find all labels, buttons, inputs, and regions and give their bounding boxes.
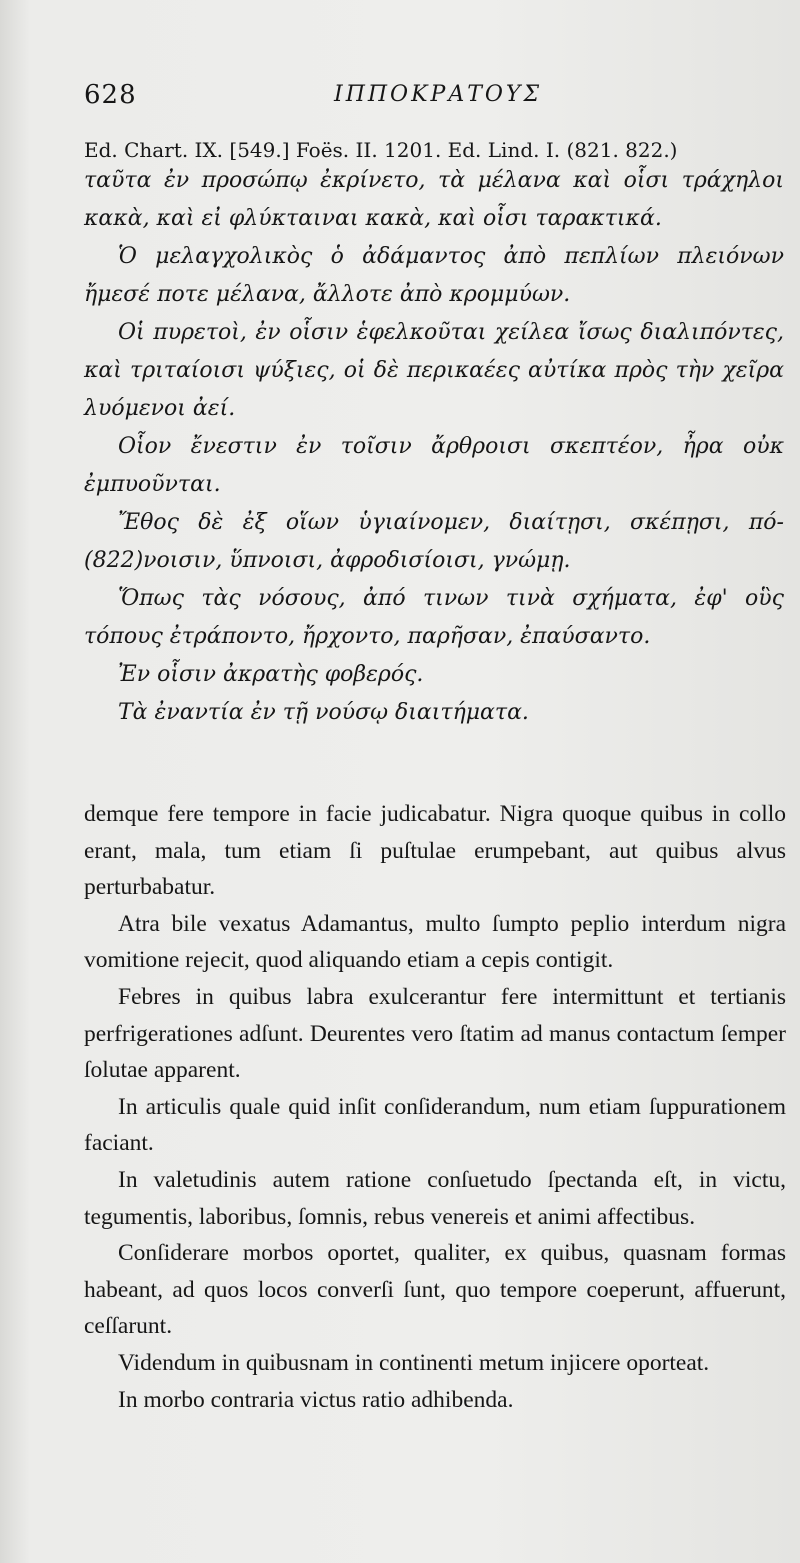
page-number: 628 (84, 80, 137, 110)
greek-paragraph: Ἔθος δὲ ἐξ οἵων ὑγιαίνομεν, διαίτῃσι, σκέπῃσι, πό-(822)νοισιν, ὕπνοισι, ἀφροδισίοισι, γνώμῃ. (84, 510, 784, 573)
greek-paragraph: ταῦτα ἐν προσώπῳ ἐκρίνετο, τὰ μέλανα καὶ οἷσι τράχηλοι κακὰ, καὶ εἰ φλύκταιναι κακὰ, καὶ οἷσι ταρακτικά. (84, 168, 784, 231)
latin-paragraph: In articulis quale quid inſit conſiderandum, num etiam ſuppurationem faciant. (84, 1093, 786, 1157)
greek-paragraph: Τὰ ἐναντία ἐν τῇ νούσῳ διαιτήματα. (118, 700, 529, 725)
greek-paragraph: Ὁ μελαγχολικὸς ὁ ἀδάμαντος ἀπὸ πεπλίων πλειόνων ἤμεσέ ποτε μέλανα, ἄλλοτε ἀπὸ κρομμύων. (84, 244, 784, 307)
greek-text (84, 162, 784, 732)
latin-paragraph: Conſiderare morbos oportet, qualiter, ex quibus, quasnam formas habeant, ad quos locos converſi ſunt, quo tempore coeperunt, affuerunt, ceſſarunt. (84, 1240, 786, 1340)
greek-paragraph: Οἱ πυρετοὶ, ἐν οἷσιν ἑφελκοῦται χείλεα ἴσως διαλιπόντες, καὶ τριταίοισι ψύξιες, οἱ δὲ περικαέες αὐτίκα πρὸς τὴν χεῖρα λυόμενοι ἀεί. (84, 320, 784, 421)
page-header (84, 80, 724, 120)
greek-paragraph: Ὅπως τὰς νόσους, ἀπό τινων τινὰ σχήματα, ἐφ' οὓς τόπους ἐτράποντο, ἤρχοντο, παρῆσαν, ἐπαύσαντο. (84, 586, 784, 649)
greek-paragraph: Οἷον ἔνεστιν ἐν τοῖσιν ἄρθροισι σκεπτέον, ἦρα οὐκ ἐμπυοῦνται. (84, 434, 784, 497)
latin-paragraph: Febres in quibus labra exulcerantur fere intermittunt et tertianis perfrigerationes adſunt. Deurentes vero ſtatim ad manus contactum ſemper ſolutae apparent. (84, 983, 786, 1084)
greek-paragraph: Ἐν οἷσιν ἀκρατὴς φοβερός. (118, 662, 424, 687)
latin-paragraph: In morbo contraria victus ratio adhibenda. (118, 1386, 514, 1413)
latin-paragraph: demque fere tempore in facie judicabatur. Nigra quoque quibus in collo erant, mala, tum etiam ſi puſtulae erumpebant, aut quibus alvus perturbabatur. (84, 801, 786, 901)
latin-paragraph: In valetudinis autem ratione conſuetudo ſpectanda eſt, in victu, tegumentis, laboribus, ſomnis, rebus venereis et animi affectibus. (84, 1166, 786, 1230)
latin-paragraph: Atra bile vexatus Adamantus, multo ſumpto peplio interdum nigra vomitione rejecit, quod aliquando etiam a cepis contigit. (84, 910, 786, 974)
running-title: ΙΠΠΟΚΡΑΤΟΥΣ (334, 82, 543, 107)
latin-paragraph: Videndum in quibusnam in continenti metum injicere oporteat. (118, 1349, 710, 1376)
edition-reference: Ed. Chart. IX. [549.] Foës. II. 1201. Ed. Lind. I. (821. 822.) (84, 138, 678, 162)
latin-text (84, 796, 786, 1418)
